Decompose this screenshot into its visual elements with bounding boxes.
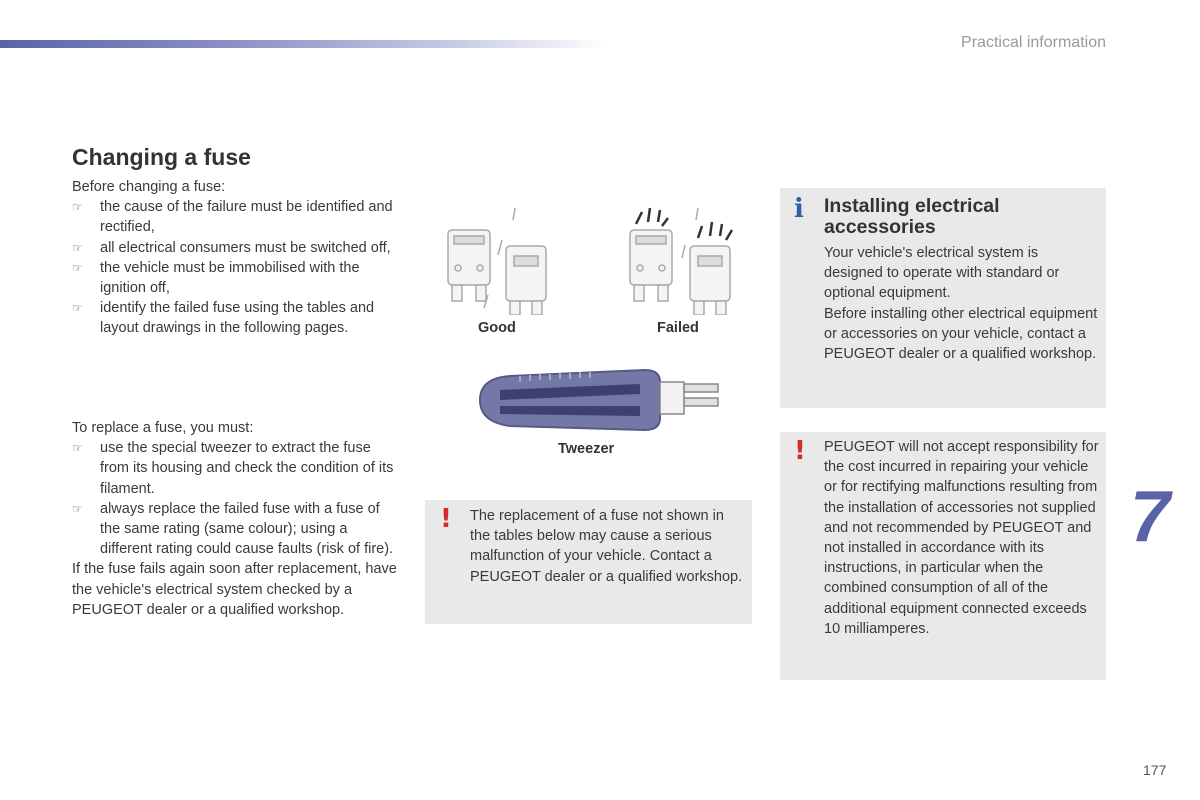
tweezer-label: Tweezer (558, 441, 615, 457)
hand-pointer-icon: ☞ (72, 301, 83, 316)
before-section (72, 177, 402, 339)
page-number: 177 (1143, 762, 1167, 778)
warning-box-responsibility (780, 432, 1106, 680)
list-item (72, 197, 402, 237)
list-item (72, 298, 402, 338)
chapter-number: 7 (1130, 477, 1171, 557)
list-item-text: the cause of the failure must be identified and rectified, (100, 199, 393, 236)
list-item-text: all electrical consumers must be switched off, (100, 239, 391, 256)
list-item (72, 258, 402, 298)
warning-text: The replacement of a fuse not shown in the tables below may cause a serious malfunction of your vehicle. Contact a PEUGEOT dealer or a qualified workshop. (470, 508, 743, 585)
warning-text: PEUGEOT will not accept responsibility for the cost incurred in repairing your vehicle or for rectifying malfunctions resulting from the installation of accessories not supplied and not recommended by PEUGEOT and not installed in accordance with its instructions, in particular when the combined consumption of all of the additional equipment connected exceeds 10 milliamperes. (824, 439, 1099, 637)
list-item-text: identify the failed fuse using the tables and layout drawings in the following pages. (100, 300, 375, 337)
replace-outro: If the fuse fails again soon after replacement, have the vehicle's electrical system checked by a PEUGEOT dealer or a qualified workshop. (72, 561, 397, 618)
info-box-title: Installing electrical accessories (824, 195, 1000, 238)
exclamation-icon: ! (440, 504, 452, 534)
replace-intro: To replace a fuse, you must: (72, 420, 254, 436)
replace-section (72, 418, 402, 620)
tweezer-illustration (470, 360, 730, 440)
hand-pointer-icon: ☞ (72, 200, 83, 215)
good-label: Good (478, 320, 516, 336)
fuse-illustration (430, 200, 750, 315)
hand-pointer-icon: ☞ (72, 240, 83, 255)
before-intro: Before changing a fuse: (72, 179, 226, 195)
header-gradient-bar (0, 40, 610, 48)
hand-pointer-icon: ☞ (72, 260, 83, 275)
failed-label: Failed (657, 320, 699, 336)
list-item (72, 438, 402, 499)
hand-pointer-icon: ☞ (72, 441, 83, 456)
list-item-text: use the special tweezer to extract the fuse from its housing and check the condition of its filament. (100, 440, 394, 497)
list-item-text: the vehicle must be immobilised with the ignition off, (100, 259, 360, 297)
list-item (72, 238, 402, 258)
info-box-body: Your vehicle's electrical system is designed to operate with standard or optional equipment. Before installing other electrical equipment or accessories on your vehicle, contact a PEUGEOT dealer or a qualified workshop. (824, 245, 1098, 363)
exclamation-icon: ! (794, 436, 806, 466)
hand-pointer-icon: ☞ (72, 501, 83, 516)
list-item-text: always replace the failed fuse with a fuse of the same rating (same colour); using a different rating could cause faults (risk of fire). (100, 500, 394, 558)
info-box-accessories (780, 188, 1106, 408)
section-title: Practical information (961, 34, 1106, 51)
warning-box-replacement (425, 500, 752, 624)
info-icon: i (794, 194, 804, 224)
list-item (72, 499, 402, 560)
page-title: Changing a fuse (72, 144, 251, 170)
